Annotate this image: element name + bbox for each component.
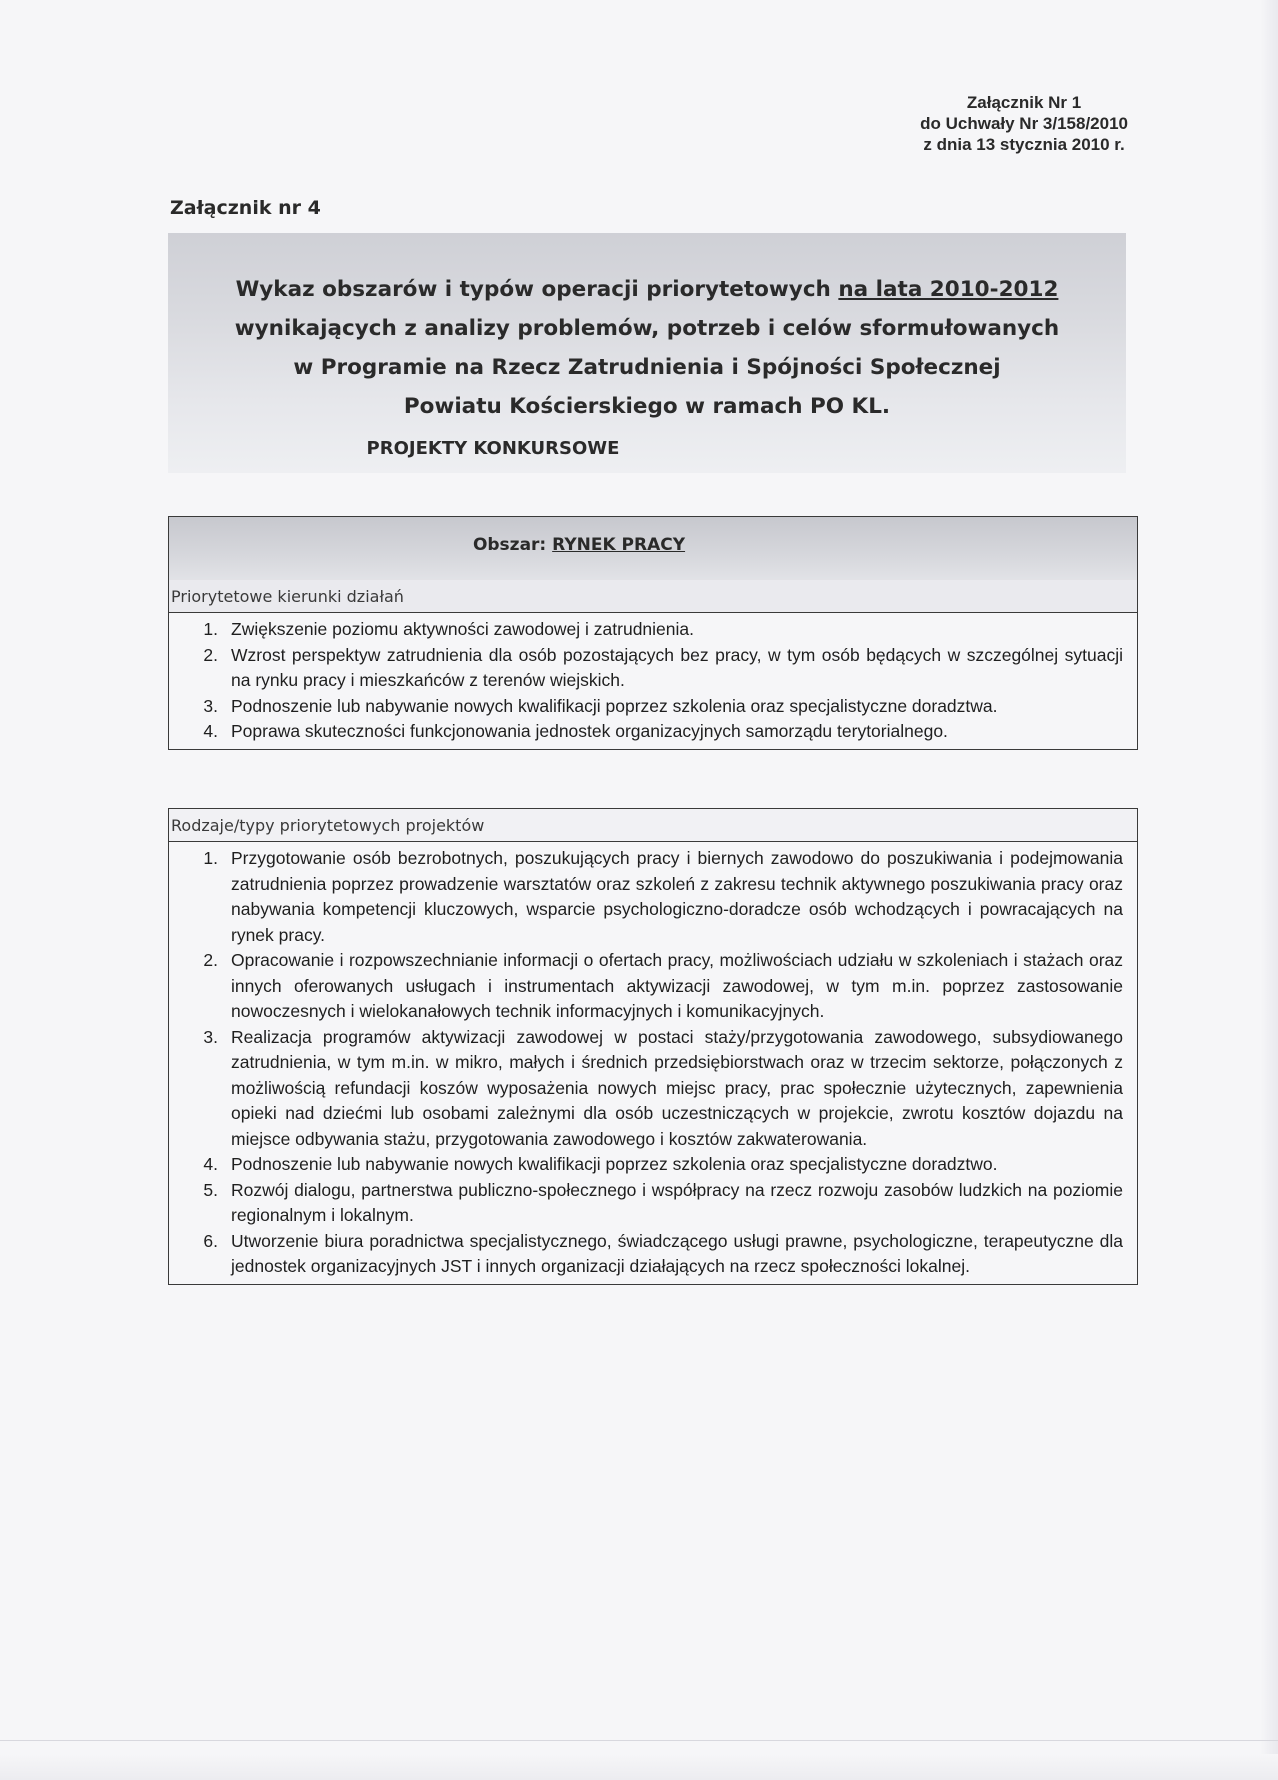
item-number: 3. (203, 695, 218, 716)
item-number: 5. (203, 1179, 218, 1200)
list-item (169, 1152, 1137, 1178)
item-text: Opracowanie i rozpowszechnianie informacji o ofertach pracy, możliwościach udziału w szkoleniach i stażach oraz innych oferowanych usługach i instrumentach aktywizacji zawodowej, w tym m.in. poprzez zastosowanie nowoczesnych i wielokanałowych technik informacyjnych i komunikacyjnych. (231, 950, 1123, 1021)
item-text: Realizacja programów aktywizacji zawodowej w postaci staży/przygotowania zawodowego, subsydiowanego zatrudnienia, w tym m.in. w mikro, małych i średnich przedsiębiorstwach oraz w trzecim sektorze, połączonych z możliwością refundacji koszów wyposażenia nowych miejsc pracy, prac społecznie użytecznych, zapewnienia opieki nad dziećmi lub osobami zależnymi dla osób uczestniczących w projekcie, zwrotu kosztów dojazdu na miejsce odbywania stażu, przygotowania zawodowego i kosztów zakwaterowania. (231, 1026, 1123, 1149)
item-number: 1. (203, 848, 218, 868)
title-line-4: Powiatu Kościerskiego w ramach PO KL. (403, 394, 891, 419)
item-number: 6. (203, 1230, 218, 1251)
area-prefix: Obszar: (472, 535, 553, 555)
item-number: 1. (203, 619, 218, 639)
list-item (169, 948, 1137, 1025)
item-text: Podnoszenie lub nabywanie nowych kwalifikacji poprzez szkolenia oraz specjalistyczne doradztwo. (231, 1154, 998, 1174)
item-text: Poprawa skuteczności funkcjonowania jednostek organizacyjnych samorządu terytorialnego. (231, 721, 948, 741)
list-item (169, 846, 1137, 948)
item-number: 2. (203, 950, 218, 970)
item-text: Wzrost perspektyw zatrudnienia dla osób pozostających bez pracy, w tym osób będących w szczególnej sytuacji na rynku pracy i mieszkańców z terenów wiejskich. (231, 644, 1123, 690)
item-text: Przygotowanie osób bezrobotnych, poszukujących pracy i biernych zawodowo do poszukiwania i podejmowania zatrudnienia poprzez prowadzenie warsztatów oraz szkoleń z zakresu technik aktywnego poszukiwania pracy oraz nabywania kompetencji kluczowych, wsparcie psychologiczno-doradcze osób wchodzących i powracających na rynek pracy. (231, 848, 1123, 945)
item-text: Utworzenie biura poradnictwa specjalistycznego, świadczącego usługi prawne, psychologiczne, terapeutyczne dla jednostek organizacyjnych JST i innych organizacji działających na rzecz społeczności lokalnej. (231, 1230, 1123, 1276)
header-line-3: z dnia 13 stycznia 2010 r. (923, 135, 1125, 154)
list-item (169, 643, 1137, 694)
header-line-2: do Uchwały Nr 3/158/2010 (920, 114, 1128, 133)
project-types-list (169, 842, 1137, 1284)
area-header (168, 516, 1138, 581)
project-types-heading: Rodzaje/typy priorytetowych projektów (169, 809, 1137, 842)
title-box (168, 233, 1126, 473)
title-line-2: wynikających z analizy problemów, potrzeb i celów sformułowanych (234, 316, 1060, 341)
annex-label: Załącznik nr 4 (170, 197, 321, 219)
list-item (169, 617, 1137, 643)
area-label (169, 535, 989, 555)
title-line-1-text: Wykaz obszarów i typów operacji priorytetowych (235, 277, 839, 302)
title-line-1 (168, 270, 1126, 309)
item-text: Podnoszenie lub nabywanie nowych kwalifikacji poprzez szkolenia oraz specjalistyczne doradztwa. (231, 695, 998, 716)
priorities-list (169, 613, 1137, 749)
list-item (169, 1178, 1137, 1229)
page-edge-right (1260, 0, 1278, 1780)
list-item (169, 1229, 1137, 1280)
item-number: 4. (203, 1154, 218, 1174)
project-types-section (168, 808, 1138, 1285)
list-item (169, 719, 1137, 745)
document-title (168, 270, 1126, 426)
page-fold-line (0, 1740, 1278, 1741)
header-line-1: Załącznik Nr 1 (966, 93, 1082, 112)
area-name: RYNEK PRACY (552, 535, 686, 555)
item-text: Zwiększenie poziomu aktywności zawodowej i zatrudnienia. (231, 619, 694, 639)
item-number: 2. (203, 644, 218, 665)
priorities-section (168, 580, 1138, 750)
title-subtitle: PROJEKTY KONKURSOWE (366, 438, 620, 459)
title-period: na lata 2010-2012 (838, 277, 1059, 302)
annex-header (920, 92, 1128, 155)
priorities-heading: Priorytetowe kierunki działań (169, 580, 1137, 613)
title-line-3: w Programie na Rzecz Zatrudnienia i Spójności Społecznej (293, 355, 1001, 380)
page-edge-bottom (0, 1754, 1278, 1780)
list-item (169, 1025, 1137, 1153)
item-text: Rozwój dialogu, partnerstwa publiczno-społecznego i współpracy na rzecz rozwoju zasobów ludzkich na poziomie regionalnym i lokalnym. (231, 1179, 1123, 1225)
item-number: 3. (203, 1026, 218, 1047)
list-item (169, 694, 1137, 720)
item-number: 4. (203, 721, 218, 741)
